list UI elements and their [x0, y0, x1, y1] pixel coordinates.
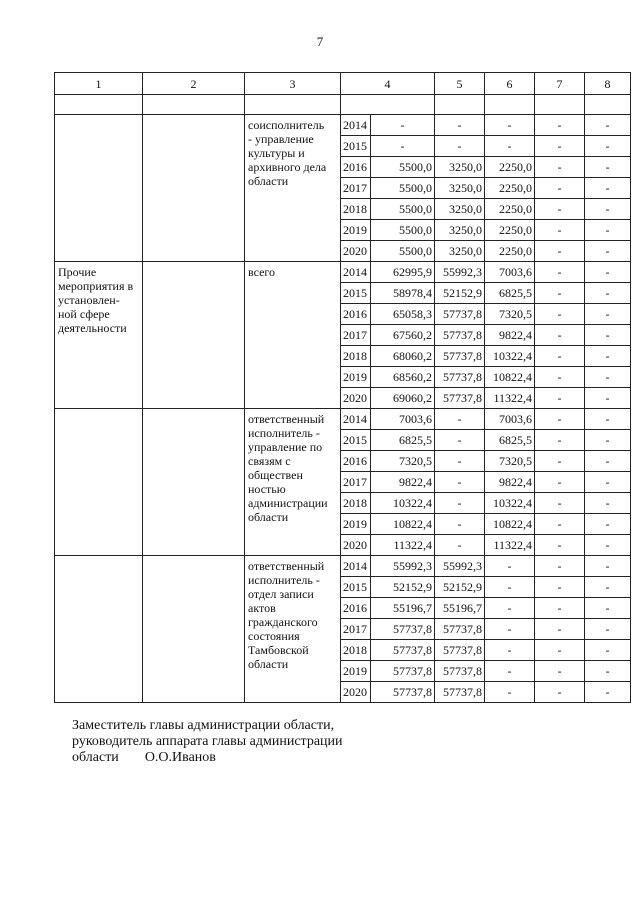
- regional-budget-cell: 11322,4: [485, 388, 535, 409]
- column-8-cell: -: [585, 262, 631, 283]
- federal-budget-cell: 57737,8: [435, 346, 485, 367]
- signature-line-2: руководитель аппарата главы администрации: [72, 734, 343, 749]
- column-7-cell: -: [535, 367, 585, 388]
- federal-budget-cell: 3250,0: [435, 241, 485, 262]
- executor-cell: [245, 262, 341, 409]
- signature-line-3-text: области: [72, 750, 119, 765]
- federal-budget-cell: 57737,8: [435, 640, 485, 661]
- regional-budget-cell: 7320,5: [485, 304, 535, 325]
- federal-budget-cell: -: [435, 514, 485, 535]
- year-cell: 2020: [341, 535, 371, 556]
- federal-budget-cell: -: [435, 535, 485, 556]
- regional-budget-cell: 9822,4: [485, 472, 535, 493]
- total-cell: 57737,8: [371, 640, 435, 661]
- federal-budget-cell: 57737,8: [435, 619, 485, 640]
- regional-budget-cell: 2250,0: [485, 157, 535, 178]
- federal-budget-cell: 55196,7: [435, 598, 485, 619]
- column-7-cell: -: [535, 535, 585, 556]
- total-cell: -: [371, 136, 435, 157]
- column-8-cell: -: [585, 619, 631, 640]
- activity-name-cell: [55, 556, 143, 703]
- total-cell: 7003,6: [371, 409, 435, 430]
- total-cell: 55196,7: [371, 598, 435, 619]
- executor-cell: [245, 556, 341, 703]
- column-8-cell: -: [585, 409, 631, 430]
- year-cell: 2018: [341, 493, 371, 514]
- total-cell: 5500,0: [371, 157, 435, 178]
- total-cell: 62995,9: [371, 262, 435, 283]
- empty-cell: [535, 95, 585, 115]
- signature-line-3: [72, 750, 343, 766]
- header-row: [55, 73, 631, 95]
- column-8-cell: -: [585, 430, 631, 451]
- column-7-cell: -: [535, 304, 585, 325]
- regional-budget-cell: -: [485, 556, 535, 577]
- total-cell: 6825,5: [371, 430, 435, 451]
- executor-cell: [245, 409, 341, 556]
- total-cell: -: [371, 115, 435, 136]
- column-8-cell: -: [585, 283, 631, 304]
- total-cell: 10322,4: [371, 493, 435, 514]
- regional-budget-cell: 2250,0: [485, 241, 535, 262]
- federal-budget-cell: -: [435, 472, 485, 493]
- page-number: 7: [316, 34, 324, 49]
- regional-budget-cell: 10322,4: [485, 493, 535, 514]
- column-7-cell: -: [535, 514, 585, 535]
- year-cell: 2017: [341, 472, 371, 493]
- column-8-cell: -: [585, 199, 631, 220]
- column-8-cell: -: [585, 535, 631, 556]
- column-8-cell: -: [585, 325, 631, 346]
- year-cell: 2015: [341, 430, 371, 451]
- column-8-cell: -: [585, 136, 631, 157]
- column-8-cell: -: [585, 640, 631, 661]
- executor-name: ответственный исполнитель - отдел записи актов гражданского состояния Тамбовской области: [248, 559, 325, 671]
- federal-budget-cell: 3250,0: [435, 220, 485, 241]
- federal-budget-cell: -: [435, 430, 485, 451]
- empty-cell: [143, 95, 245, 115]
- federal-budget-cell: 52152,9: [435, 283, 485, 304]
- regional-budget-cell: -: [485, 136, 535, 157]
- total-cell: 67560,2: [371, 325, 435, 346]
- column-8-cell: -: [585, 388, 631, 409]
- federal-budget-cell: 55992,3: [435, 556, 485, 577]
- column-7-cell: -: [535, 409, 585, 430]
- empty-cell: [435, 95, 485, 115]
- regional-budget-cell: 9822,4: [485, 325, 535, 346]
- year-cell: 2015: [341, 577, 371, 598]
- year-cell: 2016: [341, 157, 371, 178]
- regional-budget-cell: 11322,4: [485, 535, 535, 556]
- total-cell: 68060,2: [371, 346, 435, 367]
- column-7-cell: -: [535, 493, 585, 514]
- regional-budget-cell: -: [485, 640, 535, 661]
- empty-cell: [485, 95, 535, 115]
- federal-budget-cell: 57737,8: [435, 367, 485, 388]
- total-cell: 5500,0: [371, 199, 435, 220]
- federal-budget-cell: 52152,9: [435, 577, 485, 598]
- regional-budget-cell: 6825,5: [485, 430, 535, 451]
- year-cell: 2020: [341, 388, 371, 409]
- federal-budget-cell: 55992,3: [435, 262, 485, 283]
- column-8-cell: -: [585, 682, 631, 703]
- regional-budget-cell: -: [485, 115, 535, 136]
- total-cell: 10822,4: [371, 514, 435, 535]
- regional-budget-cell: 2250,0: [485, 199, 535, 220]
- column-2-cell: [143, 115, 245, 262]
- column-8-cell: -: [585, 598, 631, 619]
- total-cell: 57737,8: [371, 661, 435, 682]
- federal-budget-cell: -: [435, 409, 485, 430]
- regional-budget-cell: 7003,6: [485, 409, 535, 430]
- federal-budget-cell: -: [435, 451, 485, 472]
- total-cell: 52152,9: [371, 577, 435, 598]
- table-row: [55, 262, 631, 283]
- column-7-cell: -: [535, 325, 585, 346]
- year-cell: 2014: [341, 556, 371, 577]
- column-7-cell: -: [535, 619, 585, 640]
- federal-budget-cell: 57737,8: [435, 682, 485, 703]
- column-7-cell: -: [535, 178, 585, 199]
- total-cell: 5500,0: [371, 241, 435, 262]
- column-7-cell: -: [535, 115, 585, 136]
- federal-budget-cell: 57737,8: [435, 325, 485, 346]
- year-cell: 2014: [341, 262, 371, 283]
- column-7-cell: -: [535, 682, 585, 703]
- year-cell: 2018: [341, 346, 371, 367]
- activity-name-cell: [55, 409, 143, 556]
- activity-name-cell: [55, 115, 143, 262]
- regional-budget-cell: 2250,0: [485, 178, 535, 199]
- column-7-cell: -: [535, 283, 585, 304]
- activity-name-cell: [55, 262, 143, 409]
- column-7-cell: -: [535, 220, 585, 241]
- column-8-cell: -: [585, 346, 631, 367]
- year-cell: 2020: [341, 241, 371, 262]
- year-cell: 2019: [341, 220, 371, 241]
- column-8-cell: -: [585, 115, 631, 136]
- signatory-name: О.О.Иванов: [144, 750, 216, 765]
- total-cell: 5500,0: [371, 178, 435, 199]
- column-8-cell: -: [585, 451, 631, 472]
- column-7-cell: -: [535, 388, 585, 409]
- column-7-cell: -: [535, 136, 585, 157]
- column-7-cell: -: [535, 598, 585, 619]
- executor-name: всего: [248, 265, 276, 279]
- executor-cell: [245, 115, 341, 262]
- header-cell: 6: [485, 73, 535, 95]
- regional-budget-cell: 10822,4: [485, 367, 535, 388]
- year-cell: 2016: [341, 451, 371, 472]
- empty-cell: [341, 95, 435, 115]
- empty-cell: [585, 95, 631, 115]
- year-cell: 2018: [341, 199, 371, 220]
- column-7-cell: -: [535, 241, 585, 262]
- budget-table: [54, 72, 631, 703]
- table-row: [55, 556, 631, 577]
- column-7-cell: -: [535, 199, 585, 220]
- year-cell: 2018: [341, 640, 371, 661]
- regional-budget-cell: -: [485, 661, 535, 682]
- federal-budget-cell: -: [435, 115, 485, 136]
- column-8-cell: -: [585, 304, 631, 325]
- column-8-cell: -: [585, 493, 631, 514]
- total-cell: 68560,2: [371, 367, 435, 388]
- column-8-cell: -: [585, 220, 631, 241]
- year-cell: 2017: [341, 178, 371, 199]
- total-cell: 69060,2: [371, 388, 435, 409]
- total-cell: 57737,8: [371, 619, 435, 640]
- federal-budget-cell: 3250,0: [435, 157, 485, 178]
- regional-budget-cell: 7320,5: [485, 451, 535, 472]
- year-cell: 2017: [341, 325, 371, 346]
- regional-budget-cell: -: [485, 577, 535, 598]
- year-cell: 2015: [341, 136, 371, 157]
- empty-cell: [245, 95, 341, 115]
- year-cell: 2020: [341, 682, 371, 703]
- header-cell: 2: [143, 73, 245, 95]
- column-8-cell: -: [585, 577, 631, 598]
- regional-budget-cell: 10822,4: [485, 514, 535, 535]
- federal-budget-cell: 57737,8: [435, 661, 485, 682]
- column-7-cell: -: [535, 451, 585, 472]
- regional-budget-cell: 7003,6: [485, 262, 535, 283]
- header-cell: 3: [245, 73, 341, 95]
- header-cell: 7: [535, 73, 585, 95]
- regional-budget-cell: -: [485, 619, 535, 640]
- column-2-cell: [143, 556, 245, 703]
- column-8-cell: -: [585, 178, 631, 199]
- empty-cell: [55, 95, 143, 115]
- year-cell: 2015: [341, 283, 371, 304]
- column-7-cell: -: [535, 640, 585, 661]
- column-8-cell: -: [585, 514, 631, 535]
- column-7-cell: -: [535, 661, 585, 682]
- total-cell: 9822,4: [371, 472, 435, 493]
- column-7-cell: -: [535, 262, 585, 283]
- table-row: [55, 409, 631, 430]
- year-cell: 2014: [341, 409, 371, 430]
- year-cell: 2016: [341, 598, 371, 619]
- total-cell: 57737,8: [371, 682, 435, 703]
- column-2-cell: [143, 409, 245, 556]
- header-cell: 8: [585, 73, 631, 95]
- total-cell: 11322,4: [371, 535, 435, 556]
- total-cell: 7320,5: [371, 451, 435, 472]
- total-cell: 5500,0: [371, 220, 435, 241]
- column-7-cell: -: [535, 157, 585, 178]
- executor-name: соисполнитель - управление культуры и архивного дела области: [248, 118, 327, 188]
- header-cell: 5: [435, 73, 485, 95]
- column-8-cell: -: [585, 241, 631, 262]
- column-7-cell: -: [535, 472, 585, 493]
- federal-budget-cell: -: [435, 493, 485, 514]
- regional-budget-cell: -: [485, 682, 535, 703]
- column-8-cell: -: [585, 472, 631, 493]
- column-2-cell: [143, 262, 245, 409]
- column-8-cell: -: [585, 556, 631, 577]
- year-cell: 2019: [341, 367, 371, 388]
- regional-budget-cell: 6825,5: [485, 283, 535, 304]
- signature-line-1: Заместитель главы администрации области,: [72, 718, 335, 733]
- federal-budget-cell: -: [435, 136, 485, 157]
- total-cell: 58978,4: [371, 283, 435, 304]
- federal-budget-cell: 3250,0: [435, 199, 485, 220]
- header-cell: 4: [341, 73, 435, 95]
- year-cell: 2017: [341, 619, 371, 640]
- spacer-row: [55, 95, 631, 115]
- year-cell: 2019: [341, 514, 371, 535]
- total-cell: 65058,3: [371, 304, 435, 325]
- table-row: [55, 115, 631, 136]
- federal-budget-cell: 3250,0: [435, 178, 485, 199]
- year-cell: 2016: [341, 304, 371, 325]
- regional-budget-cell: 10322,4: [485, 346, 535, 367]
- activity-name: Прочие мероприятия в установлен- ной сфере деятельности: [58, 265, 134, 335]
- total-cell: 55992,3: [371, 556, 435, 577]
- column-8-cell: -: [585, 661, 631, 682]
- column-8-cell: -: [585, 157, 631, 178]
- regional-budget-cell: 2250,0: [485, 220, 535, 241]
- year-cell: 2014: [341, 115, 371, 136]
- regional-budget-cell: -: [485, 598, 535, 619]
- header-cell: 1: [55, 73, 143, 95]
- column-8-cell: -: [585, 367, 631, 388]
- column-7-cell: -: [535, 556, 585, 577]
- column-7-cell: -: [535, 430, 585, 451]
- year-cell: 2019: [341, 661, 371, 682]
- federal-budget-cell: 57737,8: [435, 388, 485, 409]
- executor-name: ответственный исполнитель - управление по связям с обществен ностью администрации области: [248, 412, 328, 524]
- federal-budget-cell: 57737,8: [435, 304, 485, 325]
- signature-block: [72, 718, 343, 766]
- column-7-cell: -: [535, 577, 585, 598]
- table-body: [55, 73, 631, 703]
- column-7-cell: -: [535, 346, 585, 367]
